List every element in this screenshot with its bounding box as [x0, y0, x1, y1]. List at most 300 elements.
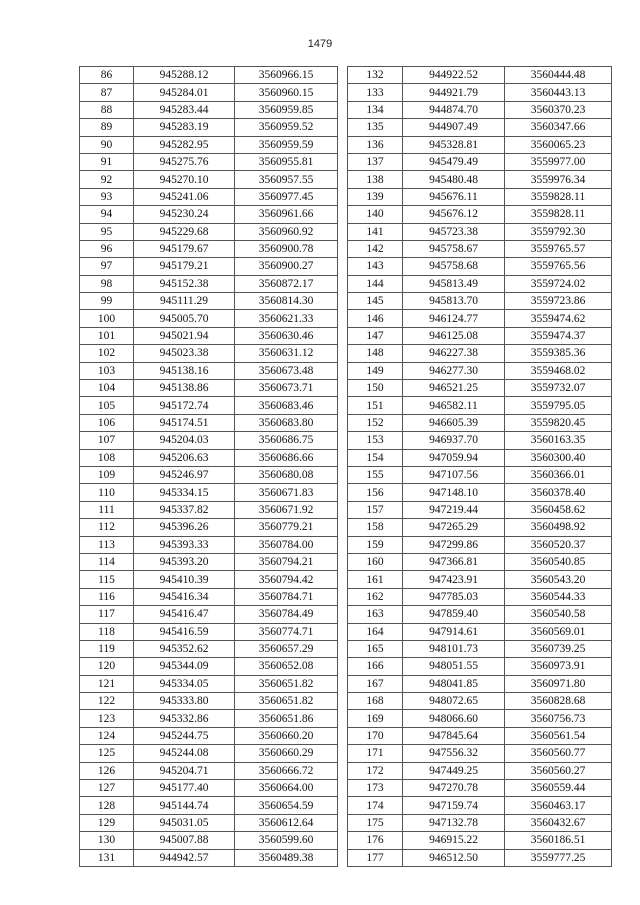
- x-coordinate-cell: 944942.57: [134, 849, 235, 866]
- x-coordinate-cell: 945676.12: [403, 206, 505, 223]
- y-coordinate-cell: 3560561.54: [505, 727, 612, 744]
- point-number-cell: 88: [80, 101, 134, 118]
- point-number-cell: 121: [80, 675, 134, 692]
- x-coordinate-cell: 947914.61: [403, 623, 505, 640]
- table-row: [348, 658, 612, 675]
- table-row: [348, 832, 612, 849]
- table-row: [80, 571, 338, 588]
- y-coordinate-cell: 3560540.85: [505, 553, 612, 570]
- point-number-cell: 162: [348, 588, 403, 605]
- table-row: [80, 223, 338, 240]
- table-row: [348, 814, 612, 831]
- y-coordinate-cell: 3560683.80: [235, 414, 338, 431]
- x-coordinate-cell: 945352.62: [134, 640, 235, 657]
- x-coordinate-cell: 946605.39: [403, 414, 505, 431]
- y-coordinate-cell: 3560370.23: [505, 101, 612, 118]
- table-row: [348, 849, 612, 866]
- y-coordinate-cell: 3560756.73: [505, 710, 612, 727]
- x-coordinate-cell: 945396.26: [134, 519, 235, 536]
- y-coordinate-cell: 3560959.52: [235, 119, 338, 136]
- x-coordinate-cell: 946227.38: [403, 345, 505, 362]
- x-coordinate-cell: 945393.20: [134, 553, 235, 570]
- point-number-cell: 96: [80, 240, 134, 257]
- table-row: [80, 536, 338, 553]
- point-number-cell: 138: [348, 171, 403, 188]
- point-number-cell: 170: [348, 727, 403, 744]
- table-row: [348, 258, 612, 275]
- table-row: [348, 119, 612, 136]
- x-coordinate-cell: 945246.97: [134, 466, 235, 483]
- x-coordinate-cell: 945152.38: [134, 275, 235, 292]
- point-number-cell: 122: [80, 693, 134, 710]
- y-coordinate-cell: 3560660.29: [235, 745, 338, 762]
- y-coordinate-cell: 3560779.21: [235, 519, 338, 536]
- table-row: [80, 362, 338, 379]
- point-number-cell: 151: [348, 397, 403, 414]
- table-row: [348, 380, 612, 397]
- table-row: [80, 432, 338, 449]
- x-coordinate-cell: 945344.09: [134, 658, 235, 675]
- table-row: [348, 484, 612, 501]
- y-coordinate-cell: 3559828.11: [505, 206, 612, 223]
- x-coordinate-cell: 945204.71: [134, 762, 235, 779]
- table-row: [348, 501, 612, 518]
- point-number-cell: 161: [348, 571, 403, 588]
- table-row: [80, 449, 338, 466]
- y-coordinate-cell: 3559777.25: [505, 849, 612, 866]
- table-row: [348, 553, 612, 570]
- x-coordinate-cell: 944874.70: [403, 101, 505, 118]
- x-coordinate-cell: 944922.52: [403, 67, 505, 84]
- y-coordinate-cell: 3559977.00: [505, 153, 612, 170]
- y-coordinate-cell: 3560671.92: [235, 501, 338, 518]
- y-coordinate-cell: 3559795.05: [505, 397, 612, 414]
- point-number-cell: 164: [348, 623, 403, 640]
- y-coordinate-cell: 3560828.68: [505, 693, 612, 710]
- point-number-cell: 143: [348, 258, 403, 275]
- point-number-cell: 147: [348, 327, 403, 344]
- table-row: [348, 397, 612, 414]
- table-row: [348, 362, 612, 379]
- x-coordinate-cell: 945393.33: [134, 536, 235, 553]
- x-coordinate-cell: 945138.86: [134, 380, 235, 397]
- table-row: [348, 293, 612, 310]
- point-number-cell: 115: [80, 571, 134, 588]
- table-row: [348, 449, 612, 466]
- y-coordinate-cell: 3560966.15: [235, 67, 338, 84]
- point-number-cell: 145: [348, 293, 403, 310]
- x-coordinate-cell: 945206.63: [134, 449, 235, 466]
- x-coordinate-cell: 945005.70: [134, 310, 235, 327]
- y-coordinate-cell: 3559468.02: [505, 362, 612, 379]
- y-coordinate-cell: 3560977.45: [235, 188, 338, 205]
- point-number-cell: 126: [80, 762, 134, 779]
- point-number-cell: 107: [80, 432, 134, 449]
- table-row: [348, 310, 612, 327]
- point-number-cell: 171: [348, 745, 403, 762]
- y-coordinate-cell: 3560814.30: [235, 293, 338, 310]
- y-coordinate-cell: 3560872.17: [235, 275, 338, 292]
- table-row: [348, 153, 612, 170]
- point-number-cell: 108: [80, 449, 134, 466]
- point-number-cell: 165: [348, 640, 403, 657]
- x-coordinate-cell: 945144.74: [134, 797, 235, 814]
- x-coordinate-cell: 945479.49: [403, 153, 505, 170]
- point-number-cell: 148: [348, 345, 403, 362]
- table-row: [80, 119, 338, 136]
- y-coordinate-cell: 3560657.29: [235, 640, 338, 657]
- table-row: [348, 693, 612, 710]
- y-coordinate-cell: 3559474.37: [505, 327, 612, 344]
- y-coordinate-cell: 3560612.64: [235, 814, 338, 831]
- table-row: [348, 536, 612, 553]
- x-coordinate-cell: 945813.49: [403, 275, 505, 292]
- table-row: [80, 675, 338, 692]
- x-coordinate-cell: 945179.21: [134, 258, 235, 275]
- point-number-cell: 146: [348, 310, 403, 327]
- x-coordinate-cell: 945480.48: [403, 171, 505, 188]
- point-number-cell: 117: [80, 606, 134, 623]
- table-row: [80, 762, 338, 779]
- point-number-cell: 111: [80, 501, 134, 518]
- point-number-cell: 142: [348, 240, 403, 257]
- y-coordinate-cell: 3559976.34: [505, 171, 612, 188]
- y-coordinate-cell: 3560683.46: [235, 397, 338, 414]
- point-number-cell: 95: [80, 223, 134, 240]
- table-row: [80, 849, 338, 866]
- table-row: [348, 223, 612, 240]
- point-number-cell: 176: [348, 832, 403, 849]
- y-coordinate-cell: 3559820.45: [505, 414, 612, 431]
- y-coordinate-cell: 3560300.40: [505, 449, 612, 466]
- y-coordinate-cell: 3560959.85: [235, 101, 338, 118]
- y-coordinate-cell: 3560651.82: [235, 693, 338, 710]
- table-row: [348, 797, 612, 814]
- table-row: [348, 101, 612, 118]
- x-coordinate-cell: 948066.60: [403, 710, 505, 727]
- x-coordinate-cell: 945275.76: [134, 153, 235, 170]
- page-number: 1479: [307, 38, 333, 50]
- table-row: [80, 693, 338, 710]
- y-coordinate-cell: 3560739.25: [505, 640, 612, 657]
- y-coordinate-cell: 3560458.62: [505, 501, 612, 518]
- table-row: [348, 675, 612, 692]
- point-number-cell: 172: [348, 762, 403, 779]
- y-coordinate-cell: 3560784.00: [235, 536, 338, 553]
- x-coordinate-cell: 947265.29: [403, 519, 505, 536]
- coordinates-table-right: [347, 66, 612, 867]
- table-row: [80, 310, 338, 327]
- x-coordinate-cell: 946937.70: [403, 432, 505, 449]
- table-row: [348, 327, 612, 344]
- y-coordinate-cell: 3560686.75: [235, 432, 338, 449]
- y-coordinate-cell: 3560971.80: [505, 675, 612, 692]
- point-number-cell: 150: [348, 380, 403, 397]
- y-coordinate-cell: 3560959.59: [235, 136, 338, 153]
- table-row: [348, 275, 612, 292]
- x-coordinate-cell: 948041.85: [403, 675, 505, 692]
- x-coordinate-cell: 946125.08: [403, 327, 505, 344]
- y-coordinate-cell: 3560544.33: [505, 588, 612, 605]
- point-number-cell: 155: [348, 466, 403, 483]
- table-row: [348, 762, 612, 779]
- table-row: [80, 814, 338, 831]
- x-coordinate-cell: 946915.22: [403, 832, 505, 849]
- point-number-cell: 91: [80, 153, 134, 170]
- table-row: [348, 84, 612, 101]
- point-number-cell: 101: [80, 327, 134, 344]
- x-coordinate-cell: 948051.55: [403, 658, 505, 675]
- point-number-cell: 127: [80, 780, 134, 797]
- y-coordinate-cell: 3560559.44: [505, 780, 612, 797]
- y-coordinate-cell: 3560654.59: [235, 797, 338, 814]
- x-coordinate-cell: 945416.59: [134, 623, 235, 640]
- x-coordinate-cell: 945230.24: [134, 206, 235, 223]
- table-row: [348, 571, 612, 588]
- x-coordinate-cell: 948101.73: [403, 640, 505, 657]
- x-coordinate-cell: 944921.79: [403, 84, 505, 101]
- x-coordinate-cell: 947556.32: [403, 745, 505, 762]
- point-number-cell: 175: [348, 814, 403, 831]
- x-coordinate-cell: 945333.80: [134, 693, 235, 710]
- point-number-cell: 94: [80, 206, 134, 223]
- x-coordinate-cell: 945416.34: [134, 588, 235, 605]
- point-number-cell: 118: [80, 623, 134, 640]
- y-coordinate-cell: 3560599.60: [235, 832, 338, 849]
- table-row: [80, 67, 338, 84]
- table-row: [80, 797, 338, 814]
- table-row: [348, 67, 612, 84]
- point-number-cell: 141: [348, 223, 403, 240]
- y-coordinate-cell: 3560961.66: [235, 206, 338, 223]
- point-number-cell: 154: [348, 449, 403, 466]
- point-number-cell: 103: [80, 362, 134, 379]
- point-number-cell: 135: [348, 119, 403, 136]
- x-coordinate-cell: 946124.77: [403, 310, 505, 327]
- x-coordinate-cell: 947423.91: [403, 571, 505, 588]
- y-coordinate-cell: 3559765.56: [505, 258, 612, 275]
- table-row: [80, 466, 338, 483]
- y-coordinate-cell: 3560664.00: [235, 780, 338, 797]
- y-coordinate-cell: 3560660.20: [235, 727, 338, 744]
- y-coordinate-cell: 3560673.71: [235, 380, 338, 397]
- y-coordinate-cell: 3560784.49: [235, 606, 338, 623]
- table-row: [80, 710, 338, 727]
- x-coordinate-cell: 947132.78: [403, 814, 505, 831]
- table-row: [80, 606, 338, 623]
- point-number-cell: 90: [80, 136, 134, 153]
- table-row: [80, 780, 338, 797]
- point-number-cell: 173: [348, 780, 403, 797]
- table-row: [80, 397, 338, 414]
- y-coordinate-cell: 3559792.30: [505, 223, 612, 240]
- point-number-cell: 168: [348, 693, 403, 710]
- table-row: [348, 745, 612, 762]
- x-coordinate-cell: 945111.29: [134, 293, 235, 310]
- y-coordinate-cell: 3560443.13: [505, 84, 612, 101]
- table-row: [80, 327, 338, 344]
- y-coordinate-cell: 3559723.86: [505, 293, 612, 310]
- y-coordinate-cell: 3560520.37: [505, 536, 612, 553]
- y-coordinate-cell: 3560900.27: [235, 258, 338, 275]
- x-coordinate-cell: 945007.88: [134, 832, 235, 849]
- point-number-cell: 153: [348, 432, 403, 449]
- point-number-cell: 174: [348, 797, 403, 814]
- x-coordinate-cell: 945282.95: [134, 136, 235, 153]
- table-row: [348, 588, 612, 605]
- y-coordinate-cell: 3560900.78: [235, 240, 338, 257]
- x-coordinate-cell: 945284.01: [134, 84, 235, 101]
- x-coordinate-cell: 945174.51: [134, 414, 235, 431]
- point-number-cell: 114: [80, 553, 134, 570]
- point-number-cell: 158: [348, 519, 403, 536]
- y-coordinate-cell: 3559385.36: [505, 345, 612, 362]
- y-coordinate-cell: 3560065.23: [505, 136, 612, 153]
- y-coordinate-cell: 3560671.83: [235, 484, 338, 501]
- x-coordinate-cell: 947845.64: [403, 727, 505, 744]
- point-number-cell: 93: [80, 188, 134, 205]
- table-row: [348, 727, 612, 744]
- y-coordinate-cell: 3560794.42: [235, 571, 338, 588]
- y-coordinate-cell: 3559732.07: [505, 380, 612, 397]
- point-number-cell: 131: [80, 849, 134, 866]
- y-coordinate-cell: 3560163.35: [505, 432, 612, 449]
- point-number-cell: 104: [80, 380, 134, 397]
- table-row: [348, 710, 612, 727]
- table-row: [80, 745, 338, 762]
- table-row: [80, 553, 338, 570]
- table-row: [80, 293, 338, 310]
- table-row: [80, 206, 338, 223]
- x-coordinate-cell: 947148.10: [403, 484, 505, 501]
- point-number-cell: 157: [348, 501, 403, 518]
- table-row: [80, 501, 338, 518]
- table-row: [80, 484, 338, 501]
- y-coordinate-cell: 3560543.20: [505, 571, 612, 588]
- x-coordinate-cell: 945758.67: [403, 240, 505, 257]
- point-number-cell: 98: [80, 275, 134, 292]
- table-row: [80, 414, 338, 431]
- y-coordinate-cell: 3560540.58: [505, 606, 612, 623]
- table-row: [80, 240, 338, 257]
- x-coordinate-cell: 945244.75: [134, 727, 235, 744]
- point-number-cell: 137: [348, 153, 403, 170]
- x-coordinate-cell: 948072.65: [403, 693, 505, 710]
- y-coordinate-cell: 3560784.71: [235, 588, 338, 605]
- y-coordinate-cell: 3560680.08: [235, 466, 338, 483]
- x-coordinate-cell: 947299.86: [403, 536, 505, 553]
- point-number-cell: 125: [80, 745, 134, 762]
- x-coordinate-cell: 945328.81: [403, 136, 505, 153]
- point-number-cell: 105: [80, 397, 134, 414]
- point-number-cell: 159: [348, 536, 403, 553]
- y-coordinate-cell: 3560957.55: [235, 171, 338, 188]
- table-row: [80, 153, 338, 170]
- y-coordinate-cell: 3559765.57: [505, 240, 612, 257]
- point-number-cell: 102: [80, 345, 134, 362]
- point-number-cell: 156: [348, 484, 403, 501]
- table-row: [80, 101, 338, 118]
- table-row: [80, 188, 338, 205]
- table-row: [348, 136, 612, 153]
- y-coordinate-cell: 3560673.48: [235, 362, 338, 379]
- x-coordinate-cell: 945676.11: [403, 188, 505, 205]
- point-number-cell: 163: [348, 606, 403, 623]
- y-coordinate-cell: 3560652.08: [235, 658, 338, 675]
- point-number-cell: 86: [80, 67, 134, 84]
- x-coordinate-cell: 945179.67: [134, 240, 235, 257]
- point-number-cell: 129: [80, 814, 134, 831]
- table-row: [348, 432, 612, 449]
- x-coordinate-cell: 945229.68: [134, 223, 235, 240]
- point-number-cell: 160: [348, 553, 403, 570]
- x-coordinate-cell: 945334.05: [134, 675, 235, 692]
- x-coordinate-cell: 945021.94: [134, 327, 235, 344]
- x-coordinate-cell: 945332.86: [134, 710, 235, 727]
- table-row: [348, 206, 612, 223]
- x-coordinate-cell: 945244.08: [134, 745, 235, 762]
- x-coordinate-cell: 945023.38: [134, 345, 235, 362]
- y-coordinate-cell: 3560186.51: [505, 832, 612, 849]
- point-number-cell: 136: [348, 136, 403, 153]
- y-coordinate-cell: 3560560.77: [505, 745, 612, 762]
- point-number-cell: 120: [80, 658, 134, 675]
- y-coordinate-cell: 3560378.40: [505, 484, 612, 501]
- y-coordinate-cell: 3560463.17: [505, 797, 612, 814]
- y-coordinate-cell: 3560960.15: [235, 84, 338, 101]
- point-number-cell: 130: [80, 832, 134, 849]
- x-coordinate-cell: 947785.03: [403, 588, 505, 605]
- x-coordinate-cell: 947219.44: [403, 501, 505, 518]
- y-coordinate-cell: 3560498.92: [505, 519, 612, 536]
- y-coordinate-cell: 3560666.72: [235, 762, 338, 779]
- x-coordinate-cell: 945031.05: [134, 814, 235, 831]
- x-coordinate-cell: 945283.44: [134, 101, 235, 118]
- point-number-cell: 169: [348, 710, 403, 727]
- point-number-cell: 167: [348, 675, 403, 692]
- x-coordinate-cell: 945138.16: [134, 362, 235, 379]
- y-coordinate-cell: 3560973.91: [505, 658, 612, 675]
- point-number-cell: 140: [348, 206, 403, 223]
- table-row: [80, 84, 338, 101]
- point-number-cell: 113: [80, 536, 134, 553]
- point-number-cell: 109: [80, 466, 134, 483]
- y-coordinate-cell: 3560651.86: [235, 710, 338, 727]
- point-number-cell: 123: [80, 710, 134, 727]
- x-coordinate-cell: 945283.19: [134, 119, 235, 136]
- table-row: [80, 345, 338, 362]
- table-row: [348, 780, 612, 797]
- y-coordinate-cell: 3560621.33: [235, 310, 338, 327]
- point-number-cell: 144: [348, 275, 403, 292]
- point-number-cell: 89: [80, 119, 134, 136]
- table-row: [80, 136, 338, 153]
- y-coordinate-cell: 3560489.38: [235, 849, 338, 866]
- point-number-cell: 110: [80, 484, 134, 501]
- x-coordinate-cell: 945416.47: [134, 606, 235, 623]
- x-coordinate-cell: 947159.74: [403, 797, 505, 814]
- y-coordinate-cell: 3559828.11: [505, 188, 612, 205]
- point-number-cell: 116: [80, 588, 134, 605]
- table-row: [80, 727, 338, 744]
- point-number-cell: 100: [80, 310, 134, 327]
- table-row: [348, 345, 612, 362]
- y-coordinate-cell: 3560347.66: [505, 119, 612, 136]
- point-number-cell: 92: [80, 171, 134, 188]
- x-coordinate-cell: 945813.70: [403, 293, 505, 310]
- table-row: [348, 640, 612, 657]
- point-number-cell: 87: [80, 84, 134, 101]
